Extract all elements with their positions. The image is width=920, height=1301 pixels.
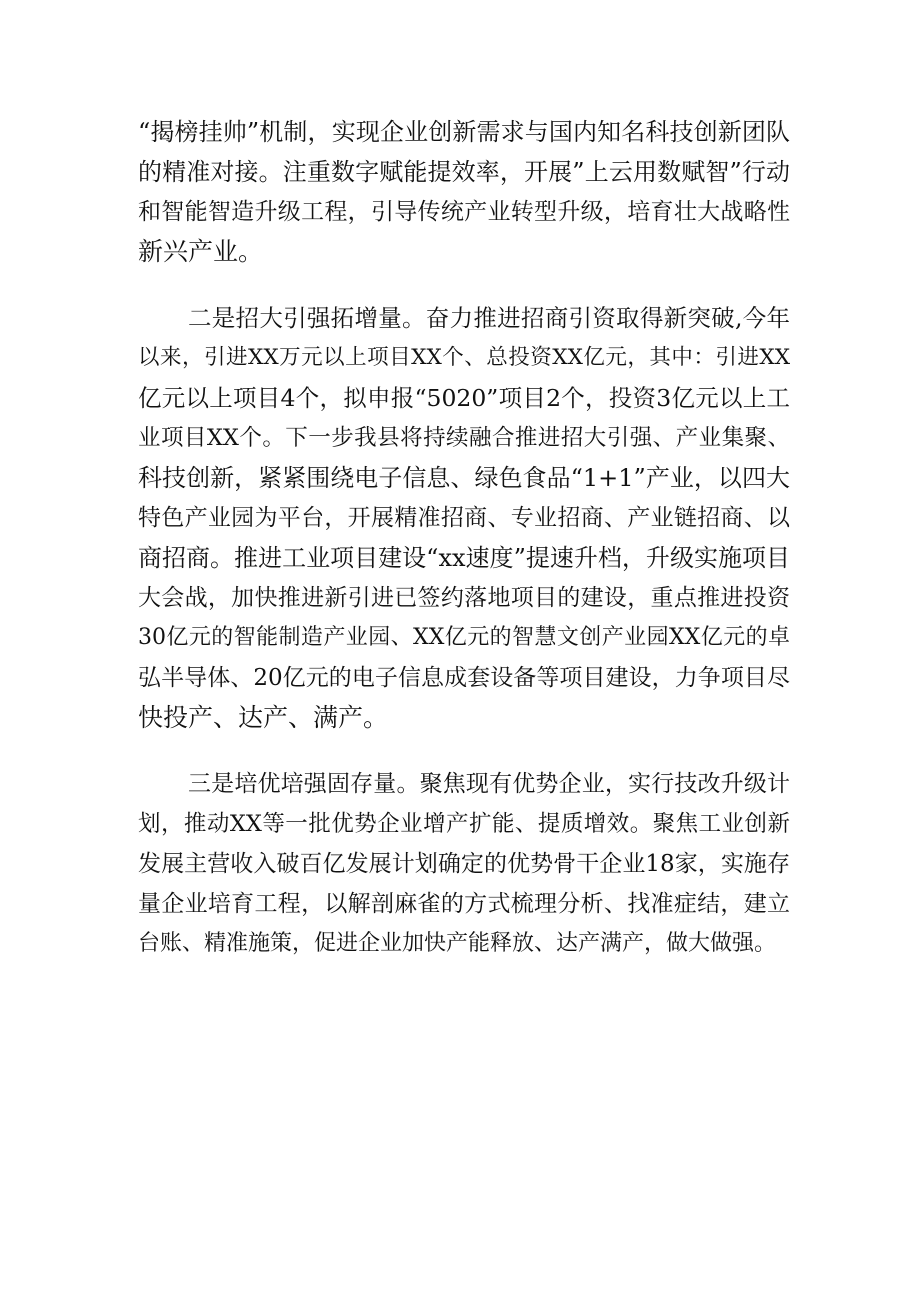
text-line: 快投产、达产、满产。 — [138, 703, 389, 732]
text-line: 大会战，加快推进新引进已签约落地项目的建设，重点推进投资 — [138, 585, 790, 611]
text-line: 业项目XX个。下一步我县将持续融合推进招大引强、产业集聚、 — [138, 425, 790, 451]
text-line: 新兴产业。 — [138, 237, 264, 266]
paragraph-2 — [138, 298, 790, 738]
text-line: 量企业培育工程，以解剖麻雀的方式梳理分析、找准症结，建立 — [138, 891, 790, 917]
text-line: 二是招大引强拓增量。奋力推进招商引资取得新突破,今年 — [188, 304, 790, 332]
text-line: 的精准对接。注重数字赋能提效率，开展”上云用数赋智”行动 — [138, 158, 790, 186]
text-line: “揭榜挂帅”机制，实现企业创新需求与国内知名科技创新团队 — [138, 118, 790, 146]
document-body — [138, 112, 790, 990]
text-line: 特色产业园为平台，开展精准招商、专业招商、产业链招商、以 — [138, 505, 790, 531]
text-line: 科技创新，紧紧围绕电子信息、绿色食品“1+1”产业，以四大 — [138, 464, 790, 492]
text-line: 商招商。推进工业项目建设“xx速度”提速升档，升级实施项目 — [138, 544, 790, 572]
text-line: 和智能智造升级工程，引导传统产业转型升级，培育壮大战略性 — [138, 199, 790, 225]
text-line: 三是培优培强固存量。聚焦现有优势企业，实行技改升级计 — [188, 771, 790, 797]
text-line: 30亿元的智能制造产业园、XX亿元的智慧文创产业园XX亿元的卓 — [138, 625, 790, 650]
text-line: 划，推动XX等一批优势企业增产扩能、提质增效。聚焦工业创新 — [138, 811, 790, 837]
text-line: 以来，引进XX万元以上项目XX个、总投资XX亿元，其中：引进XX — [138, 345, 790, 370]
text-line: 发展主营收入破百亿发展计划确定的优势骨干企业18家，实施存 — [138, 851, 790, 877]
text-line: 弘半导体、20亿元的电子信息成套设备等项目建设，力争项目尽 — [138, 665, 790, 691]
text-line: 亿元以上项目4个，拟申报“5020”项目2个，投资3亿元以上工 — [138, 384, 790, 412]
text-line: 台账、精准施策，促进企业加快产能释放、达产满产，做大做强。 — [138, 931, 777, 956]
paragraph-3 — [138, 764, 790, 964]
paragraph-1 — [138, 112, 790, 272]
